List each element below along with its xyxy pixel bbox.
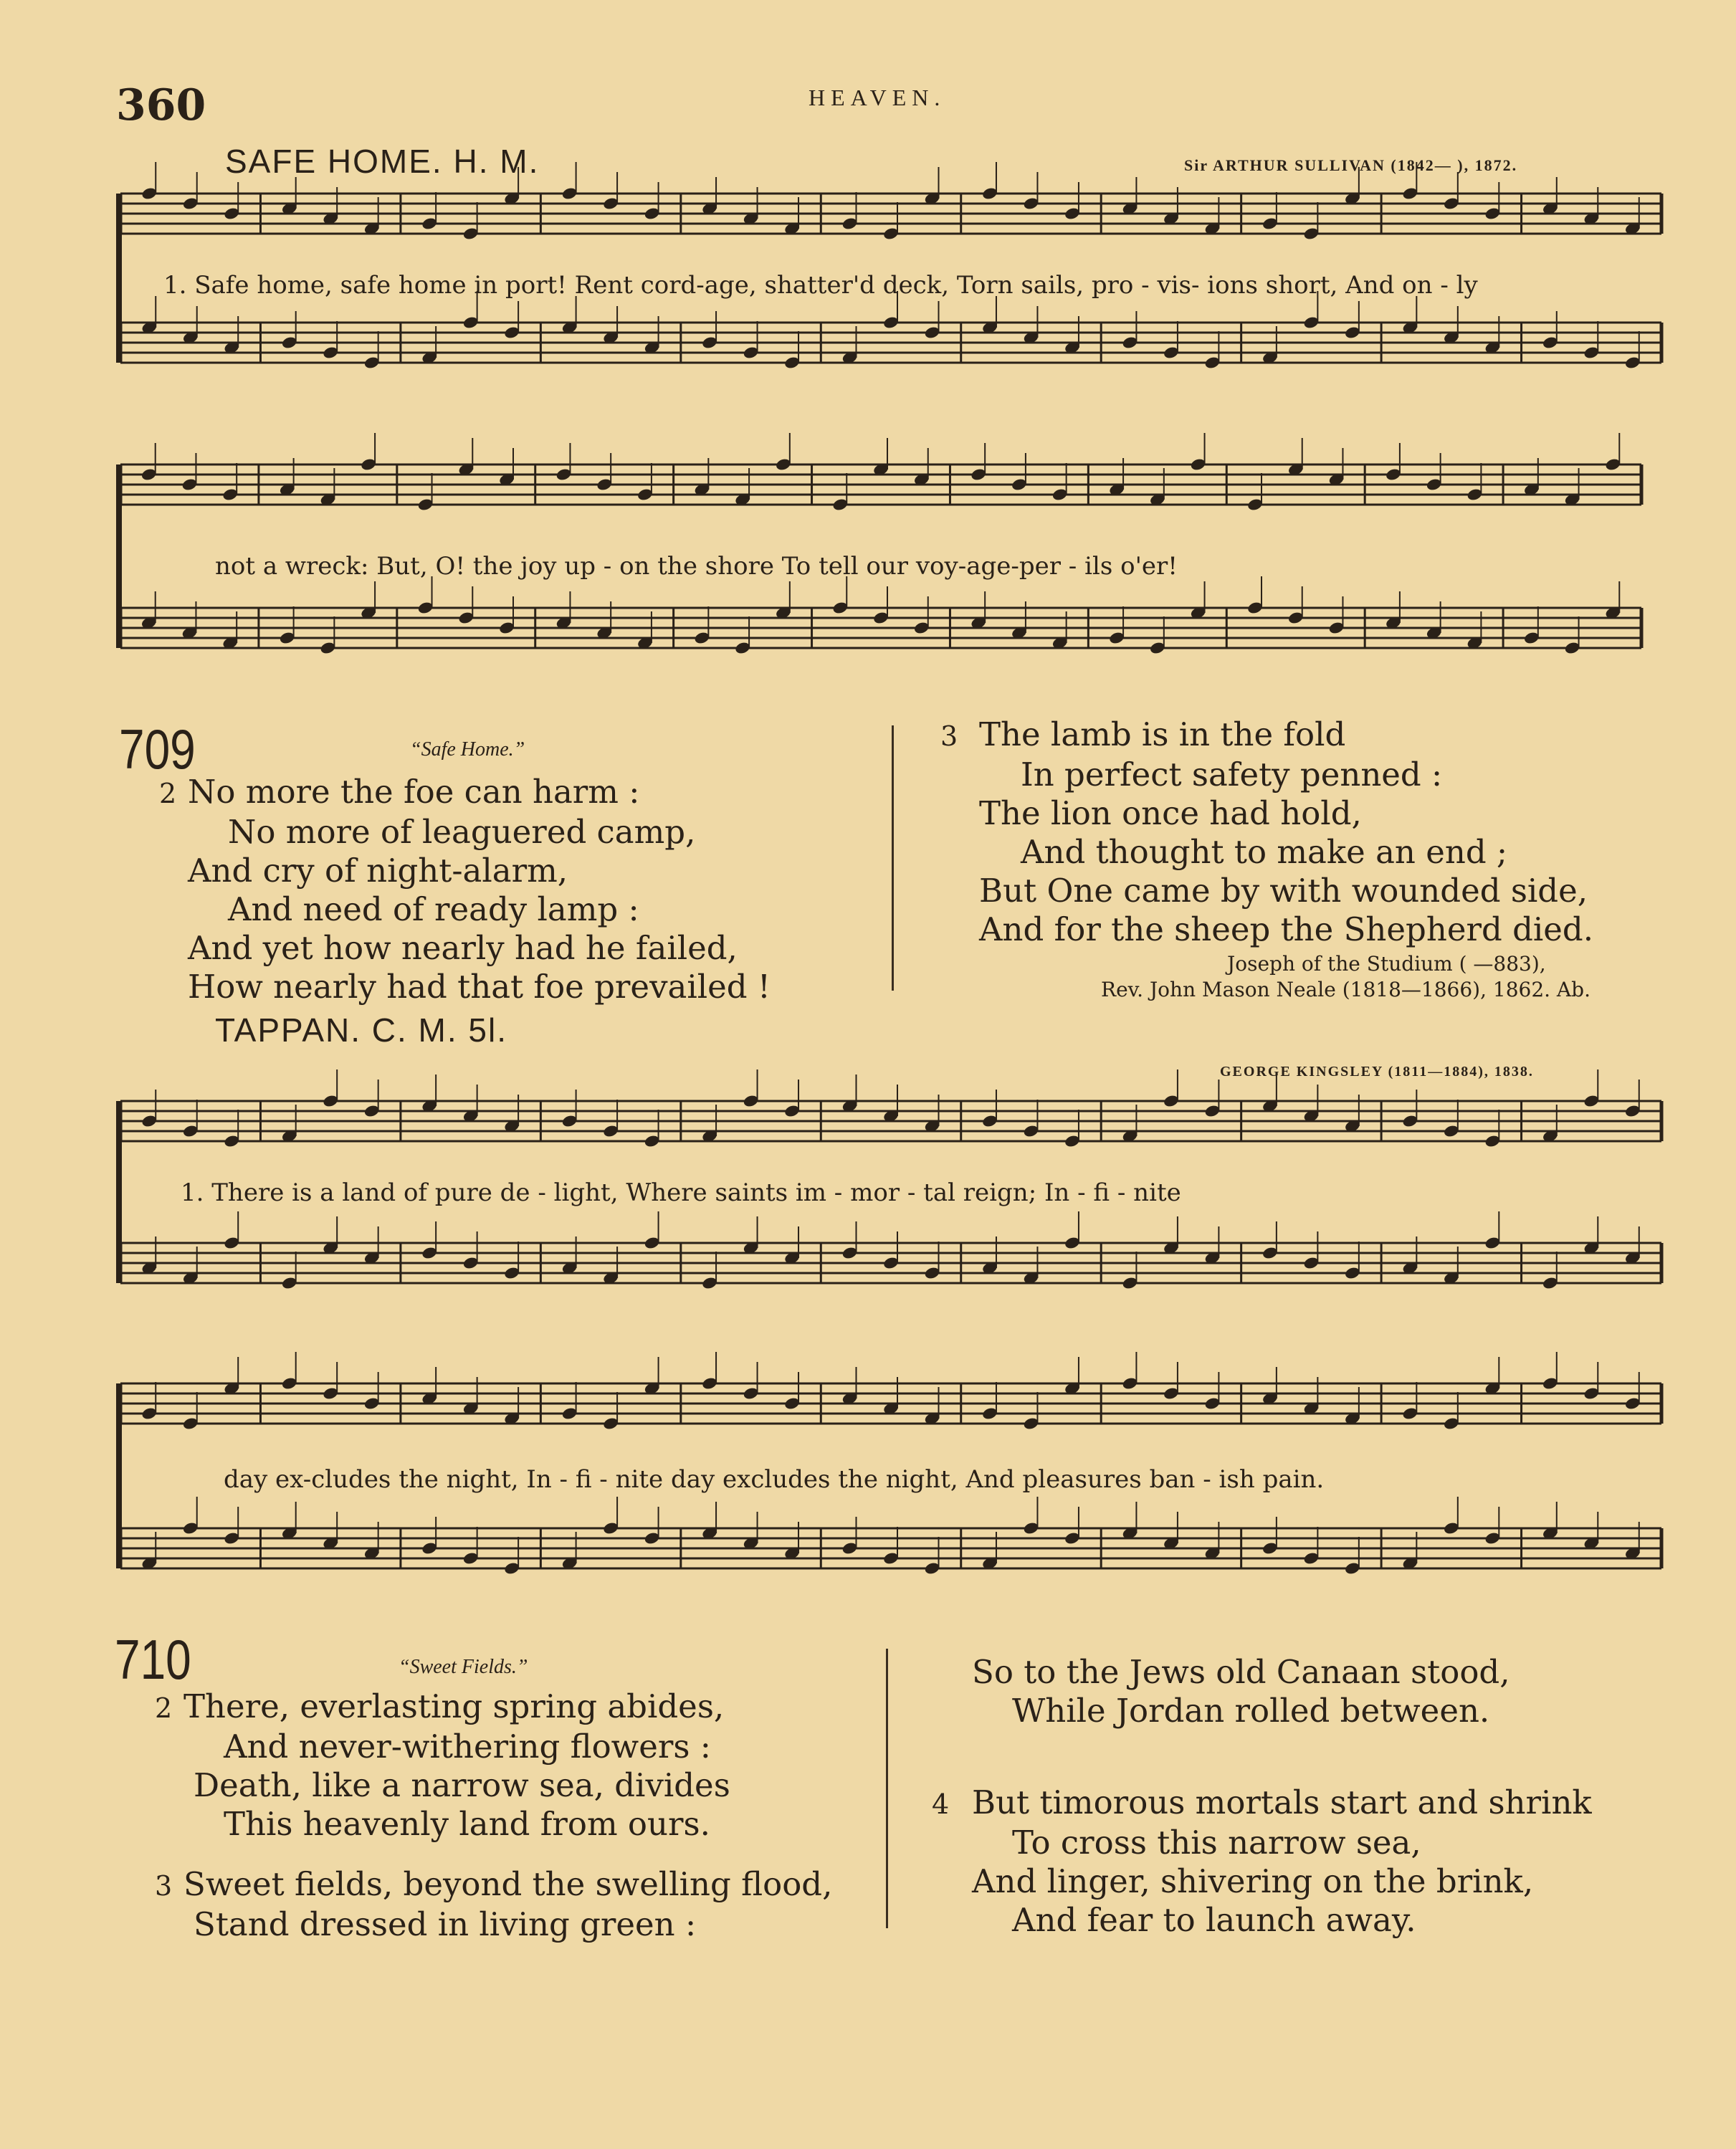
verse-number: 4 [932, 1788, 950, 1820]
lyric-710-line2: day ex-cludes the night, In - fi - nite day excludes the night, And pleasures ban - ish pain. [224, 1465, 1325, 1494]
hymn-709-verse-3 [940, 715, 1593, 949]
tune-title-safe-home: SAFE HOME. H. M. [225, 143, 540, 180]
attribution-translator: Rev. John Mason Neale (1818—1866), 1862. Ab. [1101, 978, 1590, 1001]
verse-line: But timorous mortals start and shrink [972, 1783, 1592, 1821]
verse-line: How nearly had that foe prevailed ! [188, 968, 771, 1006]
hymn-710-verse-2 [155, 1687, 730, 1844]
composer-kingsley: GEORGE KINGSLEY (1811—1884), 1838. [1220, 1064, 1534, 1080]
verse-line: And for the sheep the Shepherd died. [979, 910, 1594, 948]
verse-line: So to the Jews old Canaan stood, [972, 1653, 1510, 1691]
verse-line: And linger, shivering on the brink, [972, 1862, 1534, 1900]
hymn-710-verse-3 [155, 1865, 832, 1944]
tune-title-tappan: TAPPAN. C. M. 5l. [215, 1011, 508, 1049]
column-divider [886, 1649, 888, 1928]
verse-line: And fear to launch away. [1012, 1901, 1416, 1939]
hymn-710-title: “Sweet Fields.” [399, 1656, 528, 1678]
verse-number: 2 [155, 1692, 173, 1724]
page-header: HEAVEN. [809, 85, 946, 110]
verse-line: This heavenly land from ours. [224, 1805, 710, 1843]
verse-line: The lamb is in the fold [979, 715, 1346, 753]
lyric-709-line2: not a wreck: But, O! the joy up - on the shore To tell our voy-age-per - ils o'er! [215, 552, 1178, 581]
verse-line: While Jordan rolled between. [1012, 1692, 1490, 1730]
verse-number: 3 [940, 720, 958, 752]
verse-line: And thought to make an end ; [1021, 833, 1508, 871]
verse-line: And cry of night-alarm, [188, 852, 568, 890]
hymn-709-title: “Safe Home.” [410, 738, 525, 761]
verse-line: Sweet fields, beyond the swelling flood, [183, 1865, 833, 1903]
lyric-710-line1: 1. There is a land of pure de - light, Where saints im - mor - tal reign; In - fi - nite [181, 1178, 1181, 1207]
verse-line: Death, like a narrow sea, divides [194, 1766, 730, 1804]
verse-line: No more the foe can harm : [188, 773, 640, 811]
hymn-709-verse-2 [159, 773, 771, 1006]
verse-line: And never-withering flowers : [224, 1728, 711, 1766]
verse-line: And yet how nearly had he failed, [188, 929, 738, 967]
verse-line: But One came by with wounded side, [979, 872, 1588, 910]
verse-line: And need of ready lamp : [228, 890, 639, 928]
lyric-709-line1: 1. Safe home, safe home in port! Rent cord-age, shatter'd deck, Torn sails, pro - vis- ions short, And on - ly [163, 271, 1478, 300]
verse-line: To cross this narrow sea, [1012, 1824, 1421, 1862]
hymn-number-709: 709 [119, 718, 196, 781]
page-number: 360 [116, 80, 206, 130]
verse-line: Stand dressed in living green : [194, 1905, 697, 1943]
verse-number: 2 [159, 778, 177, 809]
hymn-number-710: 710 [115, 1628, 191, 1691]
verse-line: There, everlasting spring abides, [183, 1687, 725, 1725]
hymn-710-verse-3-cont [940, 1653, 1510, 1730]
verse-number: 3 [155, 1870, 173, 1902]
column-divider [892, 725, 894, 991]
verse-line: In perfect safety penned : [1021, 756, 1443, 794]
attribution-author: Joseph of the Studium ( —883), [1227, 952, 1546, 976]
verse-line: No more of leaguered camp, [228, 813, 696, 851]
hymn-710-verse-4 [932, 1783, 1592, 1940]
composer-sullivan: Sir ARTHUR SULLIVAN (1842— ), 1872. [1184, 156, 1518, 174]
verse-line: The lion once had hold, [979, 794, 1362, 832]
